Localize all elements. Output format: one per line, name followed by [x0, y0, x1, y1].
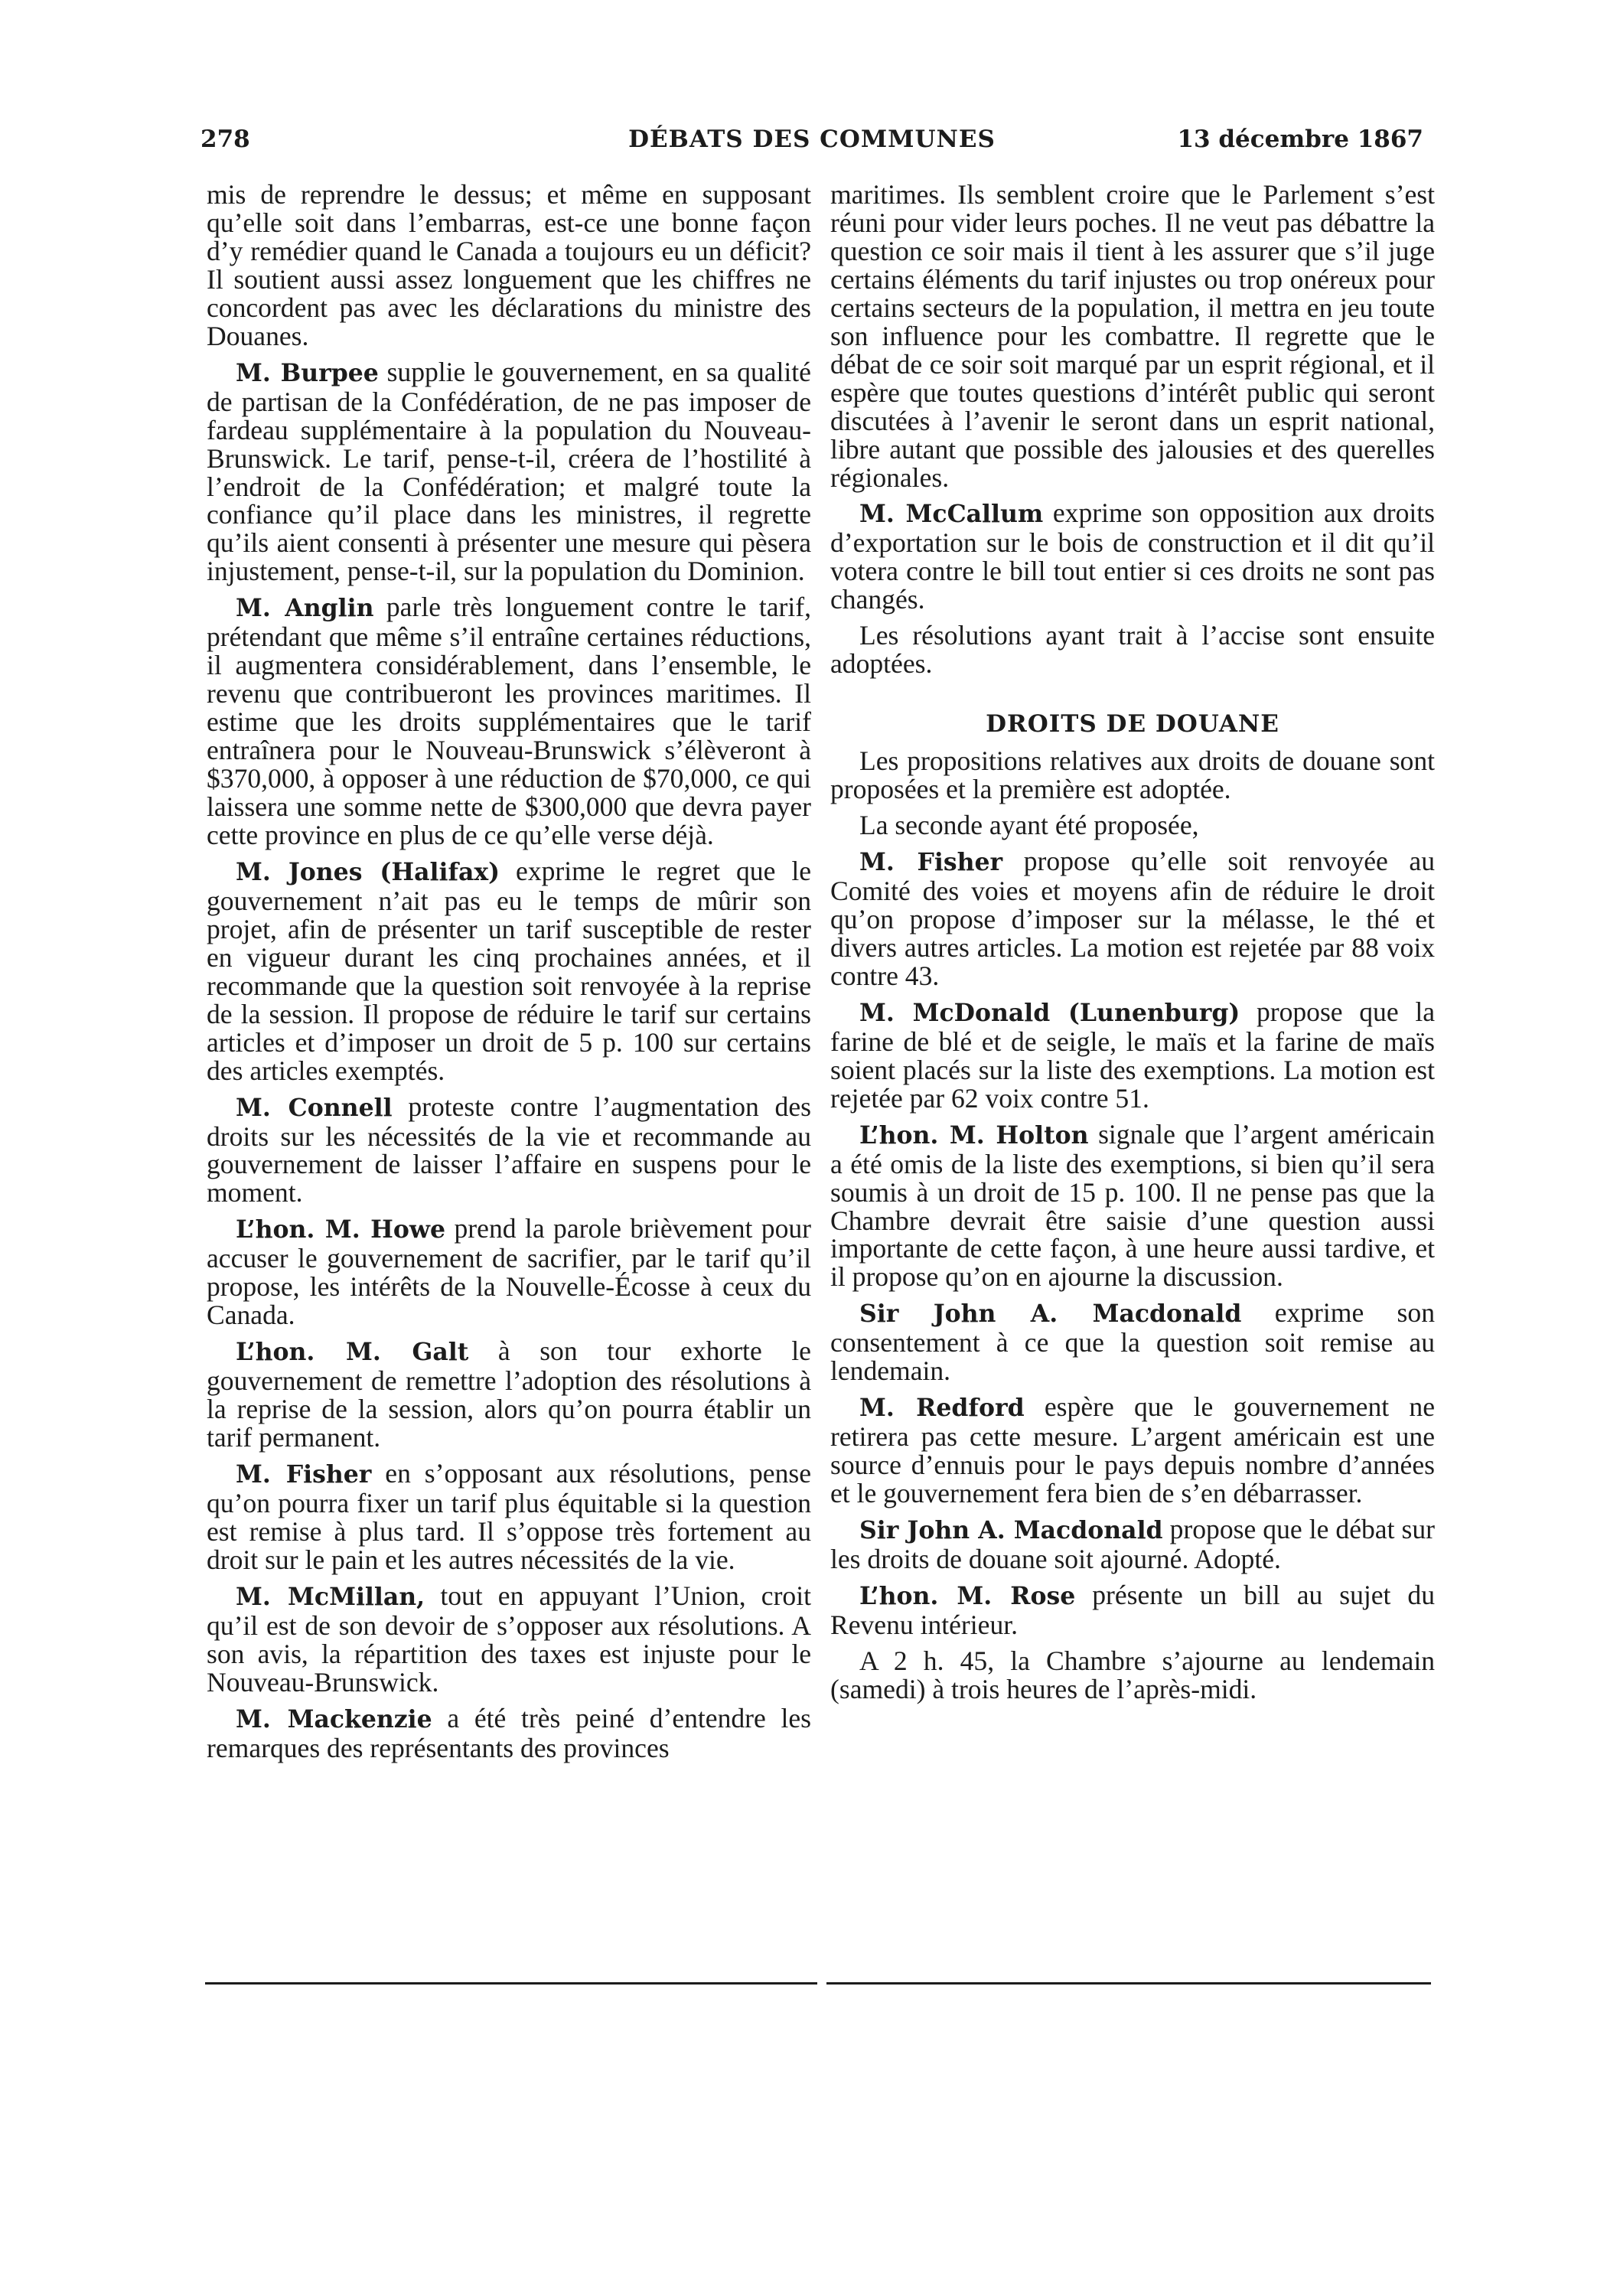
- paragraph-text: tout en appuyant l’Union, croit qu’il est de son devoir de s’opposer aux résolutions. A son avis, la répartition des taxes est injuste pour le Nouveau-Brunswick.: [207, 1580, 811, 1698]
- paragraph-text: présente un bill au sujet du Revenu intérieur.: [830, 1579, 1435, 1640]
- paragraph: [207, 593, 811, 850]
- sitting-date: 13 décembre 1867: [1177, 126, 1423, 153]
- paragraph: [207, 1337, 811, 1452]
- paragraph-text: La seconde ayant été proposée,: [859, 810, 1199, 841]
- paragraph-text: propose que la farine de blé et de seigle, le maïs et la farine de maïs soient placés sur la liste des exemptions. La motion est rejetée par 62 voix contre 51.: [830, 996, 1435, 1114]
- speaker-name: L’hon. M. Galt: [236, 1338, 469, 1367]
- paragraph: [207, 1093, 811, 1208]
- paragraph-text: exprime son opposition aux droits d’exportation sur le bois de construction et il dit qu’il votera contre le bill tout entier si ces droits ne sont pas changés.: [830, 497, 1435, 615]
- publication-title: DÉBATS DES COMMUNES: [628, 126, 996, 153]
- paragraph: [830, 847, 1435, 990]
- speaker-name: M. Burpee: [236, 358, 379, 387]
- left-column: [207, 181, 811, 1770]
- paragraph-text: exprime le regret que le gouvernement n’ait pas eu le temps de mûrir son projet, afin de présenter un tarif susceptible de rester en vigueur durant les cinq prochaines années, et il recommande que la question soit renvoyée à la reprise de la session. Il propose de réduire le tarif sur certains articles et d’imposer un droit de 5 p. 100 sur certains des articles exemptés.: [207, 855, 811, 1086]
- paragraph-text: espère que le gouvernement ne retirera pas cette mesure. L’argent américain est une source d’ennuis pour le pays depuis nombre d’années et le gouvernement fera bien de s’en débarrasser.: [830, 1391, 1435, 1509]
- paragraph: [207, 1704, 811, 1763]
- speaker-name: M. Mackenzie: [236, 1704, 432, 1733]
- paragraph: [830, 499, 1435, 614]
- speaker-name: M. McMillan,: [236, 1582, 425, 1611]
- paragraph: [830, 1120, 1435, 1292]
- paragraph: [830, 1647, 1435, 1704]
- paragraph: [207, 181, 811, 351]
- paragraph: [207, 857, 811, 1085]
- paragraph-text: Les propositions relatives aux droits de douane sont proposées et la première est adoptée.: [830, 745, 1435, 805]
- paragraph: [830, 1515, 1435, 1574]
- paragraph: [207, 1582, 811, 1697]
- speaker-name: M. Connell: [236, 1093, 393, 1122]
- paragraph-text: supplie le gouvernement, en sa qualité de partisan de la Confédération, de ne pas imposer de fardeau supplémentaire à la population du Nouveau-Brunswick. Le tarif, pense-t-il, créera de l’hostilité à l’endroit de la Confédération; et malgré toute la confiance qu’il place dans les ministres, il regrette qu’ils aient consenti à présenter une mesure qui pèsera injustement, pense-t-il, sur la population du Dominion.: [207, 356, 811, 587]
- speaker-name: Sir John A. Macdonald: [859, 1300, 1242, 1329]
- end-rule-left: [205, 1982, 817, 1985]
- paragraph-text: proteste contre l’augmentation des droits sur les nécessités de la vie et recommande au gouvernement de laisser l’affaire en suspens pour le moment.: [207, 1091, 811, 1208]
- paragraph: [830, 1581, 1435, 1639]
- speaker-name: Sir John A. Macdonald: [859, 1516, 1163, 1545]
- paragraph-text: signale que l’argent américain a été omis de la liste des exemptions, si bien qu’il sera soumis à un droit de 15 p. 100. Il ne pense pas que la Chambre devrait être saisie d’une question aussi importante de cette façon, à une heure aussi tardive, et il propose qu’on en ajourne la discussion.: [830, 1118, 1435, 1293]
- paragraph-text: à son tour exhorte le gouvernement de remettre l’adoption des résolutions à la reprise de la session, alors qu’on pourra établir un tarif permanent.: [207, 1336, 811, 1453]
- speaker-name: M. Fisher: [236, 1459, 372, 1489]
- paragraph-text: propose que le débat sur les droits de douane soit ajourné. Adopté.: [830, 1514, 1435, 1574]
- paragraph-text: Les résolutions ayant trait à l’accise sont ensuite adoptées.: [830, 620, 1435, 680]
- paragraph: [830, 811, 1435, 840]
- running-header: [200, 126, 1423, 161]
- paragraph: [830, 181, 1435, 491]
- paragraph: [207, 358, 811, 586]
- paragraph: [830, 621, 1435, 678]
- paragraph: [207, 1459, 811, 1574]
- paragraph-text: en s’opposant aux résolutions, pense qu’on pourra fixer un tarif plus équitable si la question est remise à plus tard. Il s’oppose très fortement au droit sur le pain et les autres nécessités de la vie.: [207, 1457, 811, 1575]
- speaker-name: L’hon. M. Holton: [859, 1120, 1089, 1150]
- paragraph-text: propose qu’elle soit renvoyée au Comité des voies et moyens afin de réduire le droit qu’on propose d’imposer sur la mélasse, le thé et divers autres articles. La motion est rejetée par 88 voix contre 43.: [830, 846, 1436, 991]
- speaker-name: M. Fisher: [859, 848, 1003, 877]
- speaker-name: M. McCallum: [859, 500, 1044, 529]
- speaker-name: M. Jones (Halifax): [236, 857, 500, 886]
- page-number: 278: [200, 126, 250, 153]
- speaker-name: M. Redford: [859, 1394, 1025, 1423]
- paragraph-text: mis de reprendre le dessus; et même en supposant qu’elle soit dans l’embarras, est-ce une bonne façon d’y remédier quand le Canada a toujours eu un déficit? Il soutient aussi assez longuement que les chiffres ne concordent pas avec les déclarations du ministre des Douanes.: [207, 179, 811, 351]
- paragraph: [830, 998, 1435, 1113]
- paragraph: [830, 747, 1435, 804]
- speaker-name: M. McDonald (Lunenburg): [859, 998, 1240, 1027]
- speaker-name: L’hon. M. Rose: [859, 1581, 1076, 1610]
- end-rule-right: [826, 1982, 1431, 1985]
- section-heading: DROITS DE DOUANE: [986, 710, 1279, 739]
- paragraph-text: maritimes. Ils semblent croire que le Parlement s’est réuni pour vider leurs poches. Il ne veut pas débattre la question ce soir mais il tient à les assurer que s’il juge certains éléments du tarif injustes ou trop onéreux pour certains secteurs de la population, il mettra en jeu toute son influence pour les combattre. Il regrette que le débat de ce soir soit marqué par un esprit régional, et il espère que toutes questions d’intérêt public qui seront discutées à l’avenir le seront dans un esprit national, libre autant que possible des jalousies et des querelles régionales.: [830, 179, 1435, 493]
- paragraph: [830, 1299, 1435, 1385]
- speaker-name: M. Anglin: [236, 594, 374, 623]
- paragraph-text: exprime son consentement à ce que la question soit remise au lendemain.: [830, 1297, 1435, 1387]
- speaker-name: L’hon. M. Howe: [236, 1215, 446, 1244]
- paragraph-text: prend la parole brièvement pour accuser le gouvernement de sacrifier, par le tarif qu’il propose, les intérêts de la Nouvelle-Écosse à ceux du Canada.: [207, 1213, 811, 1331]
- right-column: [830, 181, 1435, 1711]
- paragraph: [830, 1393, 1435, 1508]
- paragraph: [207, 1215, 811, 1329]
- paragraph-text: A 2 h. 45, la Chambre s’ajourne au lendemain (samedi) à trois heures de l’après-midi.: [830, 1645, 1435, 1704]
- paragraph-text: a été très peiné d’entendre les remarques des représentants des provinces: [207, 1702, 811, 1763]
- paragraph-text: parle très longuement contre le tarif, prétendant que même s’il entraîne certaines réductions, il augmentera considérablement, dans l’ensemble, le revenu que contribueront les provinces maritimes. Il estime que les droits supplémentaires que le tarif entraînera pour le Nouveau-Brunswick s’élèveront à $370,000, à opposer à une réduction de $70,000, ce qui laissera une somme nette de $300,000 que devra payer cette province en plus de ce qu’elle verse déjà.: [207, 592, 811, 850]
